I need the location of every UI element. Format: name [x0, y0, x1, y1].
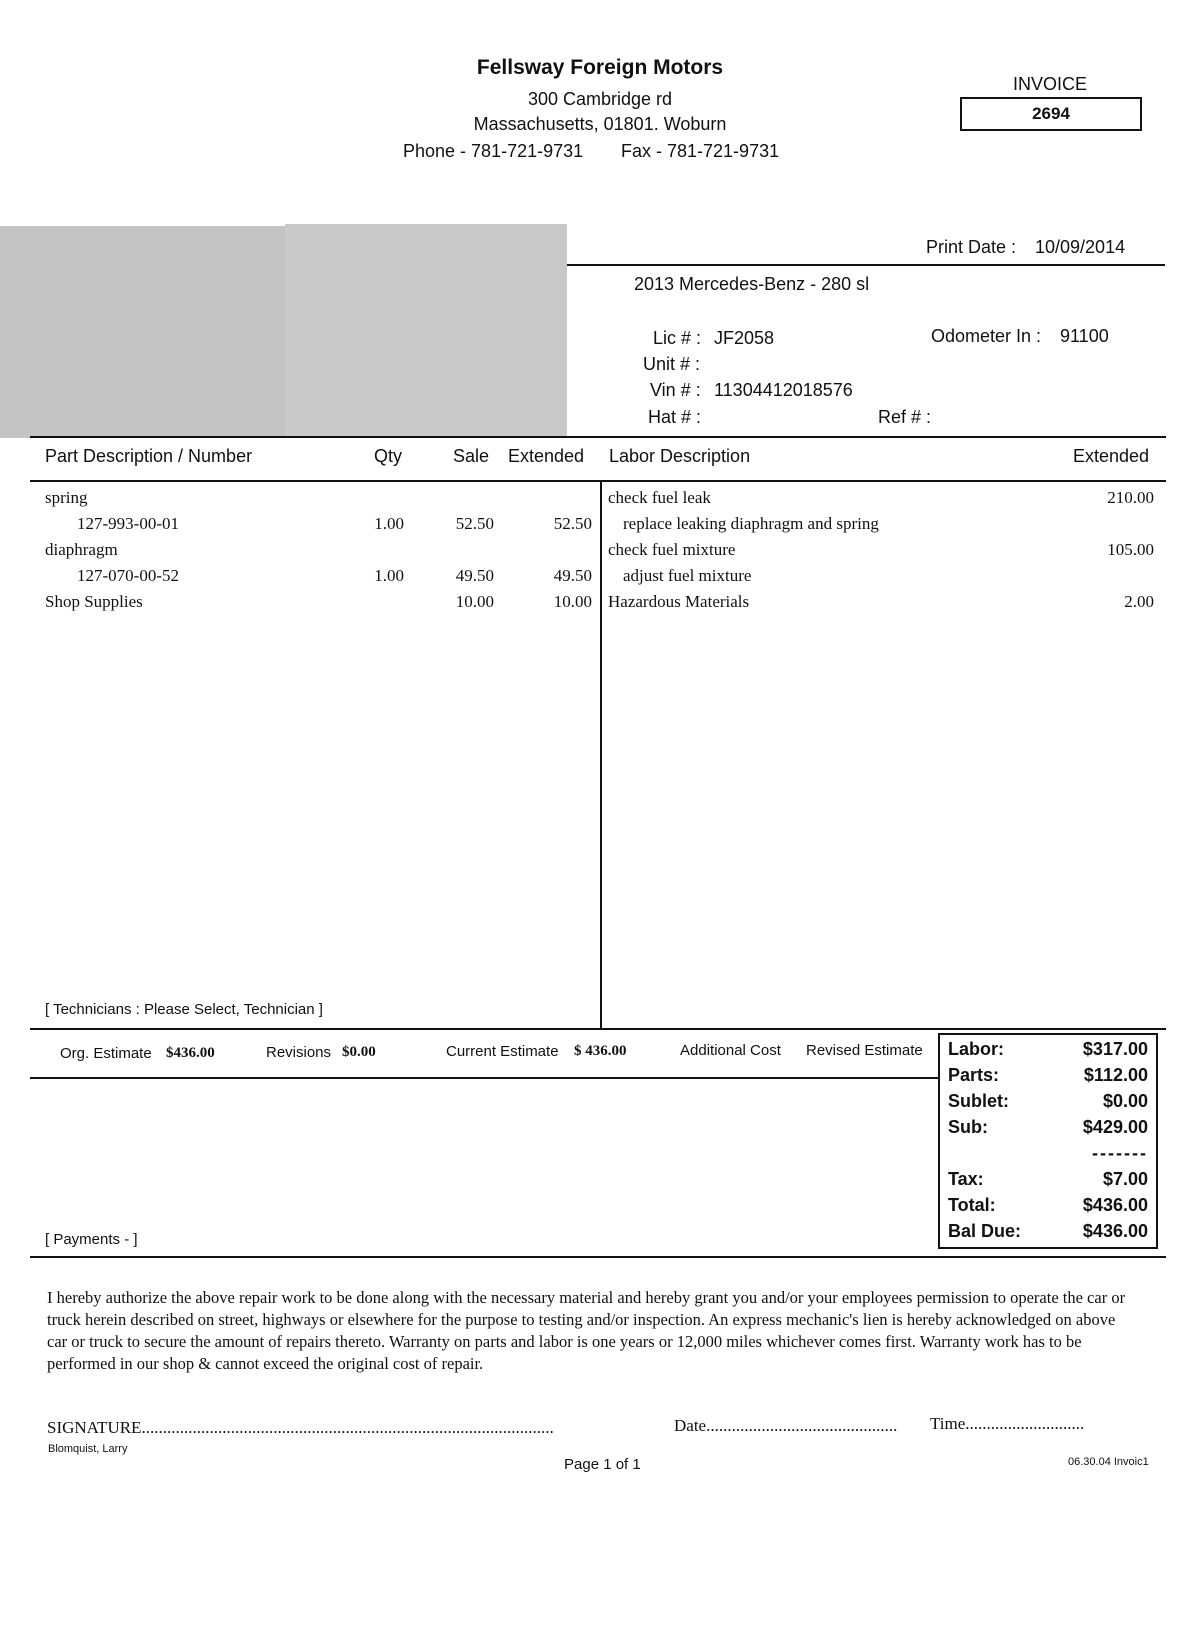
time-dots: ............................: [965, 1414, 1085, 1433]
part-name: diaphragm: [45, 540, 118, 559]
service-writer: Blomquist, Larry: [48, 1443, 128, 1455]
part-sale: 52.50: [455, 514, 494, 533]
ref-label: Ref # :: [878, 407, 932, 427]
shop-fax: Fax - 781-721-9731: [621, 141, 780, 161]
labor-total-label: Labor:: [948, 1039, 1004, 1059]
org-estimate-label: Org. Estimate: [60, 1045, 152, 1062]
revisions-value: $0.00: [342, 1044, 376, 1060]
header-top-rule: [30, 436, 1166, 438]
date-dots: .............................................: [706, 1416, 898, 1435]
estimates-top-rule: [30, 1028, 1166, 1030]
payments-bottom-rule: [30, 1256, 1166, 1258]
tax-label: Tax:: [948, 1169, 984, 1189]
part-number: 127-993-00-01: [77, 514, 179, 533]
current-estimate-label: Current Estimate: [446, 1043, 559, 1060]
bal-due-label: Bal Due:: [948, 1221, 1022, 1241]
labor-desc: adjust fuel mixture: [623, 566, 752, 585]
invoice-label: INVOICE: [1012, 74, 1087, 94]
col-qty: Qty: [374, 446, 403, 466]
part-extended: 10.00: [553, 592, 592, 611]
part-sale: 10.00: [455, 592, 494, 611]
vin-label: Vin # :: [650, 380, 701, 400]
labor-extended: 2.00: [1124, 592, 1154, 611]
total-value: $436.00: [1082, 1195, 1148, 1215]
lic-label: Lic # :: [653, 328, 702, 348]
sublet-total-value: $0.00: [1102, 1091, 1148, 1111]
revised-estimate-label: Revised Estimate: [806, 1042, 923, 1059]
authorization-text: I hereby authorize the above repair work to be done along with the necessary material and hereby grant you and/or your employees permission to operate the car or truck herein described on street, highways or elsewhere for the purpose to testing and/or inspection. An express mechanic's lien is hereby acknowledged on above car or truck to secure the amount of repairs thereto. Warranty on parts and labor is one years or 12,000 miles whichever comes first. Warranty work has to be performed in our shop & cannot exceed the original cost of repair.: [47, 1288, 1126, 1373]
bal-due-value: $436.00: [1082, 1221, 1148, 1241]
col-labor-extended: Extended: [1073, 446, 1150, 466]
odometer-value: 91100: [1060, 326, 1109, 346]
sub-total-value: $429.00: [1082, 1117, 1148, 1137]
technicians-note: [ Technicians : Please Select, Technician ]: [45, 1001, 323, 1018]
col-extended: Extended: [508, 446, 585, 466]
page-number: Page 1 of 1: [564, 1456, 641, 1473]
col-labor-desc: Labor Description: [609, 446, 751, 466]
part-qty: 1.00: [374, 566, 404, 585]
current-estimate-value: $ 436.00: [574, 1043, 627, 1059]
revisions-label: Revisions: [266, 1044, 332, 1061]
parts-total-label: Parts:: [948, 1065, 1000, 1085]
col-part-desc: Part Description / Number: [45, 446, 253, 466]
hat-label: Hat # :: [648, 407, 702, 427]
shop-phone: Phone - 781-721-9731: [403, 141, 584, 161]
header-bottom-rule: [30, 480, 1166, 482]
part-extended: 52.50: [553, 514, 592, 533]
signature-line: [47, 1418, 554, 1438]
parts-total-value: $112.00: [1083, 1065, 1148, 1085]
payments-note: [ Payments - ]: [45, 1231, 138, 1248]
labor-total-value: $317.00: [1082, 1039, 1148, 1059]
vehicle-top-rule: [567, 264, 1165, 266]
redacted-customer-info: [0, 226, 285, 438]
col-sale: Sale: [453, 446, 490, 466]
column-divider: [600, 482, 602, 1028]
lic-value: JF2058: [714, 328, 775, 348]
shop-address2: Massachusetts, 01801. Woburn: [473, 114, 727, 134]
org-estimate-value: $436.00: [166, 1045, 215, 1061]
tax-value: $7.00: [1102, 1169, 1148, 1189]
labor-desc: Hazardous Materials: [608, 592, 750, 611]
part-qty: 1.00: [374, 514, 404, 533]
time-label: Time: [930, 1414, 966, 1433]
part-extended: 49.50: [553, 566, 592, 585]
labor-desc: replace leaking diaphragm and spring: [623, 514, 879, 533]
sub-total-label: Sub:: [948, 1117, 988, 1137]
additional-cost-label: Additional Cost: [680, 1042, 781, 1059]
invoice-number: 2694: [960, 97, 1142, 131]
print-date-value: 10/09/2014: [1035, 237, 1126, 257]
part-sale: 49.50: [455, 566, 494, 585]
shop-address1: 300 Cambridge rd: [527, 89, 673, 109]
time-line: [930, 1414, 1084, 1434]
part-name: Shop Supplies: [45, 592, 143, 611]
totals-divider: -------: [1092, 1143, 1148, 1163]
labor-desc: check fuel leak: [608, 488, 711, 507]
total-label: Total:: [948, 1195, 996, 1215]
labor-desc: check fuel mixture: [608, 540, 736, 559]
redacted-customer-info-2: [285, 224, 567, 438]
print-date-label: Print Date :: [926, 237, 1017, 257]
unit-label: Unit # :: [643, 354, 701, 374]
signature-dots: .................................................................................................: [141, 1418, 554, 1437]
sublet-total-label: Sublet:: [948, 1091, 1009, 1111]
vehicle-description: 2013 Mercedes-Benz - 280 sl: [634, 274, 870, 294]
part-name: spring: [45, 488, 88, 507]
odometer-label: Odometer In :: [931, 326, 1042, 346]
vin-value: 11304412018576: [714, 380, 853, 400]
form-code: 06.30.04 Invoic1: [1068, 1456, 1149, 1468]
part-number: 127-070-00-52: [77, 566, 179, 585]
estimates-bottom-rule: [30, 1077, 940, 1079]
signature-label: SIGNATURE: [47, 1418, 142, 1437]
labor-extended: 105.00: [1107, 540, 1154, 559]
date-line: [674, 1416, 897, 1436]
date-label: Date: [674, 1416, 707, 1435]
shop-name: Fellsway Foreign Motors: [476, 56, 724, 79]
labor-extended: 210.00: [1107, 488, 1154, 507]
